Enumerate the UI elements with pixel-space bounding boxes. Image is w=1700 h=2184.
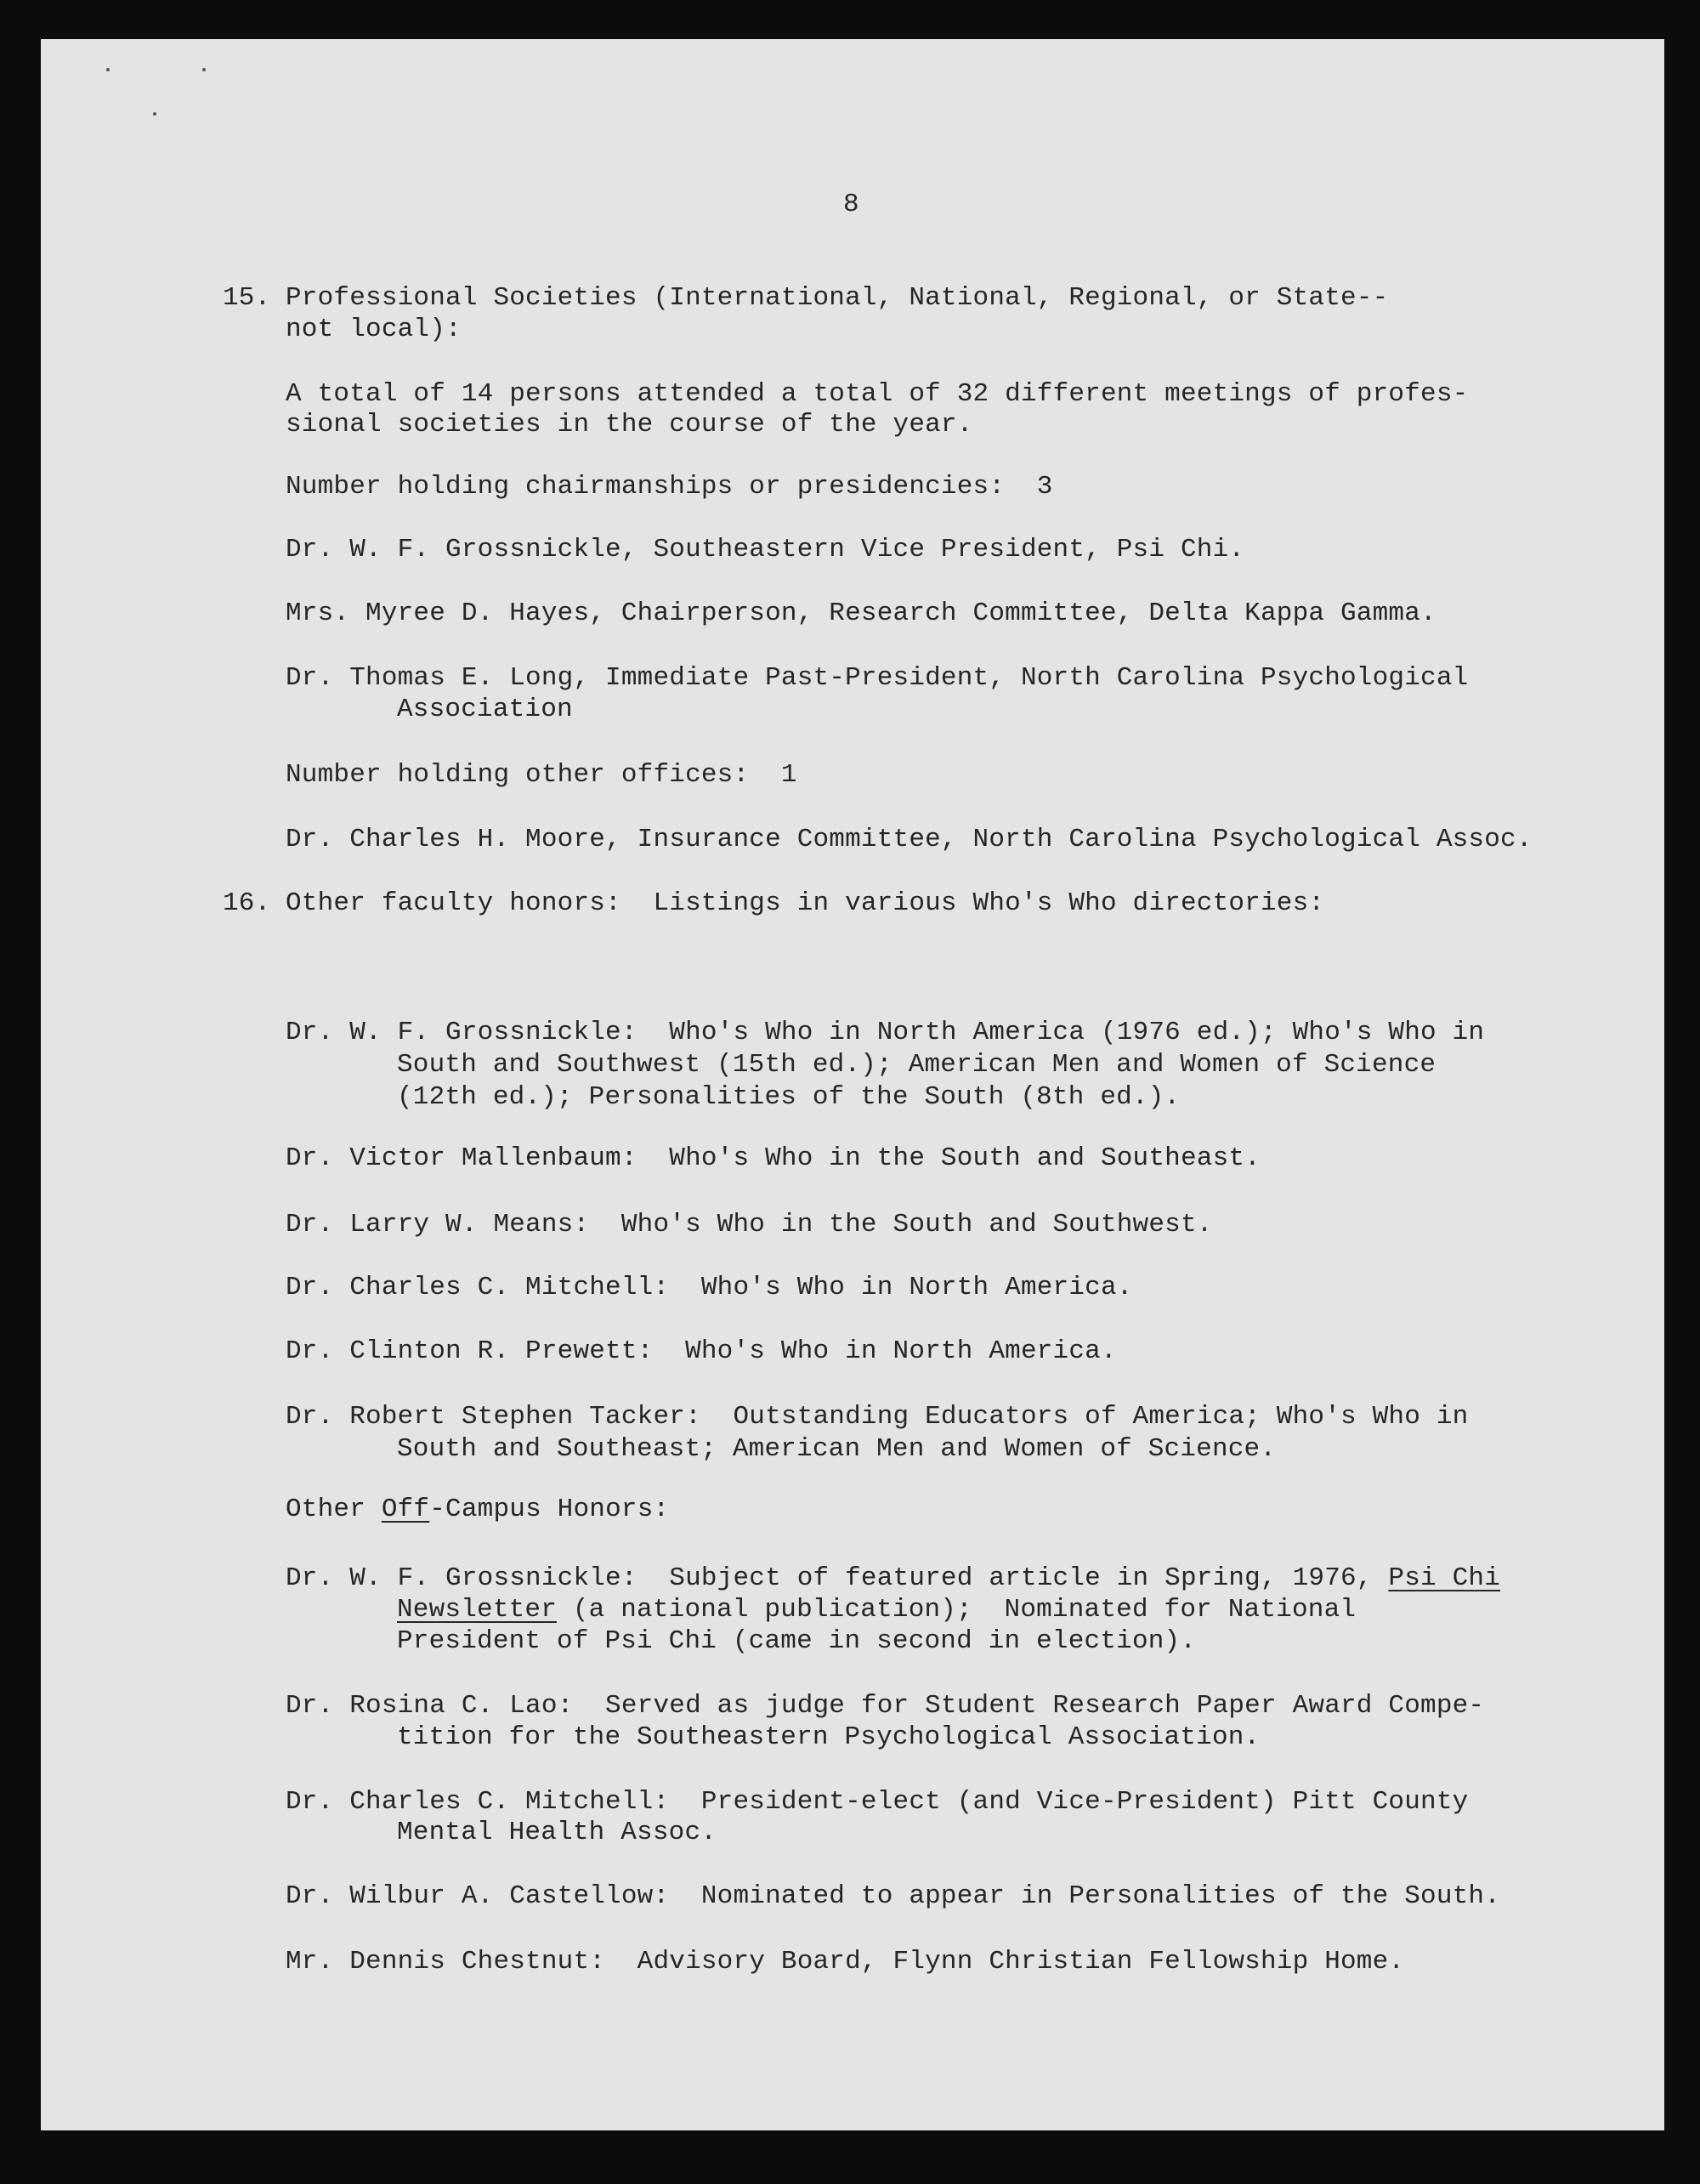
- honor-entry: Dr. Charles C. Mitchell: President-elect (and Vice-President) Pitt County: [286, 1787, 1469, 1817]
- attendance-text: A total of 14 persons attended a total of 32 different meetings of profes-: [286, 379, 1469, 409]
- listing-entry-cont: South and Southwest (15th ed.); American Men and Women of Science: [397, 1050, 1436, 1080]
- section-15-number: 15.: [223, 283, 271, 313]
- section-16-number: 16.: [223, 888, 271, 918]
- listing-entry: Dr. W. F. Grossnickle: Who's Who in North America (1976 ed.); Who's Who in: [286, 1018, 1485, 1047]
- heading-text: -Campus Honors:: [429, 1495, 670, 1524]
- section-15-title-cont: not local):: [286, 315, 462, 344]
- honor-entry-cont: tition for the Southeastern Psychological Association.: [397, 1722, 1261, 1752]
- underlined-title: Newsletter: [397, 1595, 558, 1625]
- speck: [202, 68, 206, 71]
- chair-entry: Dr. W. F. Grossnickle, Southeastern Vice President, Psi Chi.: [286, 535, 1245, 564]
- chair-entry-cont: Association: [397, 695, 573, 724]
- honor-entry: Dr. Rosina C. Lao: Served as judge for Student Research Paper Award Compe-: [286, 1691, 1485, 1721]
- honor-text: (a national publication); Nominated for National: [557, 1595, 1357, 1625]
- chair-entry: Dr. Thomas E. Long, Immediate Past-President, North Carolina Psychological: [286, 663, 1469, 693]
- section-16-title: Other faculty honors: Listings in various Who's Who directories:: [286, 888, 1325, 918]
- listing-entry: Dr. Charles C. Mitchell: Who's Who in North America.: [286, 1273, 1133, 1302]
- honor-entry-cont: [397, 1595, 1356, 1625]
- other-offices-count: Number holding other offices: 1: [286, 760, 797, 790]
- honor-entry: Mr. Dennis Chestnut: Advisory Board, Flynn Christian Fellowship Home.: [286, 1947, 1405, 1977]
- chair-count: Number holding chairmanships or presidencies: 3: [286, 472, 1053, 502]
- honor-entry-cont: Mental Health Assoc.: [397, 1818, 717, 1847]
- underlined-text: Off: [381, 1495, 430, 1524]
- listing-entry: Dr. Larry W. Means: Who's Who in the South and Southwest.: [286, 1210, 1213, 1239]
- honor-entry: [286, 1563, 1500, 1594]
- underlined-title: Psi Chi: [1388, 1563, 1501, 1593]
- honor-entry-cont: President of Psi Chi (came in second in election).: [397, 1626, 1197, 1656]
- honor-text: Dr. W. F. Grossnickle: Subject of featured article in Spring, 1976,: [286, 1563, 1389, 1593]
- honor-entry: Dr. Wilbur A. Castellow: Nominated to appear in Personalities of the South.: [286, 1881, 1501, 1911]
- section-15-title: Professional Societies (International, National, Regional, or State--: [286, 283, 1389, 313]
- offcampus-heading: [286, 1495, 669, 1525]
- page-number: 8: [843, 190, 859, 219]
- speck: [153, 112, 156, 116]
- listing-entry-cont: South and Southeast; American Men and Women of Science.: [397, 1434, 1277, 1464]
- listing-entry-cont: (12th ed.); Personalities of the South (8th ed.).: [397, 1082, 1181, 1112]
- speck: [106, 68, 110, 71]
- listing-entry: Dr. Robert Stephen Tacker: Outstanding Educators of America; Who's Who in: [286, 1402, 1469, 1432]
- chair-entry: Mrs. Myree D. Hayes, Chairperson, Research Committee, Delta Kappa Gamma.: [286, 598, 1436, 628]
- heading-text: Other: [286, 1495, 382, 1524]
- attendance-text-cont: sional societies in the course of the year.: [286, 410, 973, 440]
- other-office-entry: Dr. Charles H. Moore, Insurance Committee, North Carolina Psychological Assoc.: [286, 825, 1533, 854]
- listing-entry: Dr. Victor Mallenbaum: Who's Who in the South and Southeast.: [286, 1143, 1261, 1173]
- listing-entry: Dr. Clinton R. Prewett: Who's Who in North America.: [286, 1336, 1117, 1366]
